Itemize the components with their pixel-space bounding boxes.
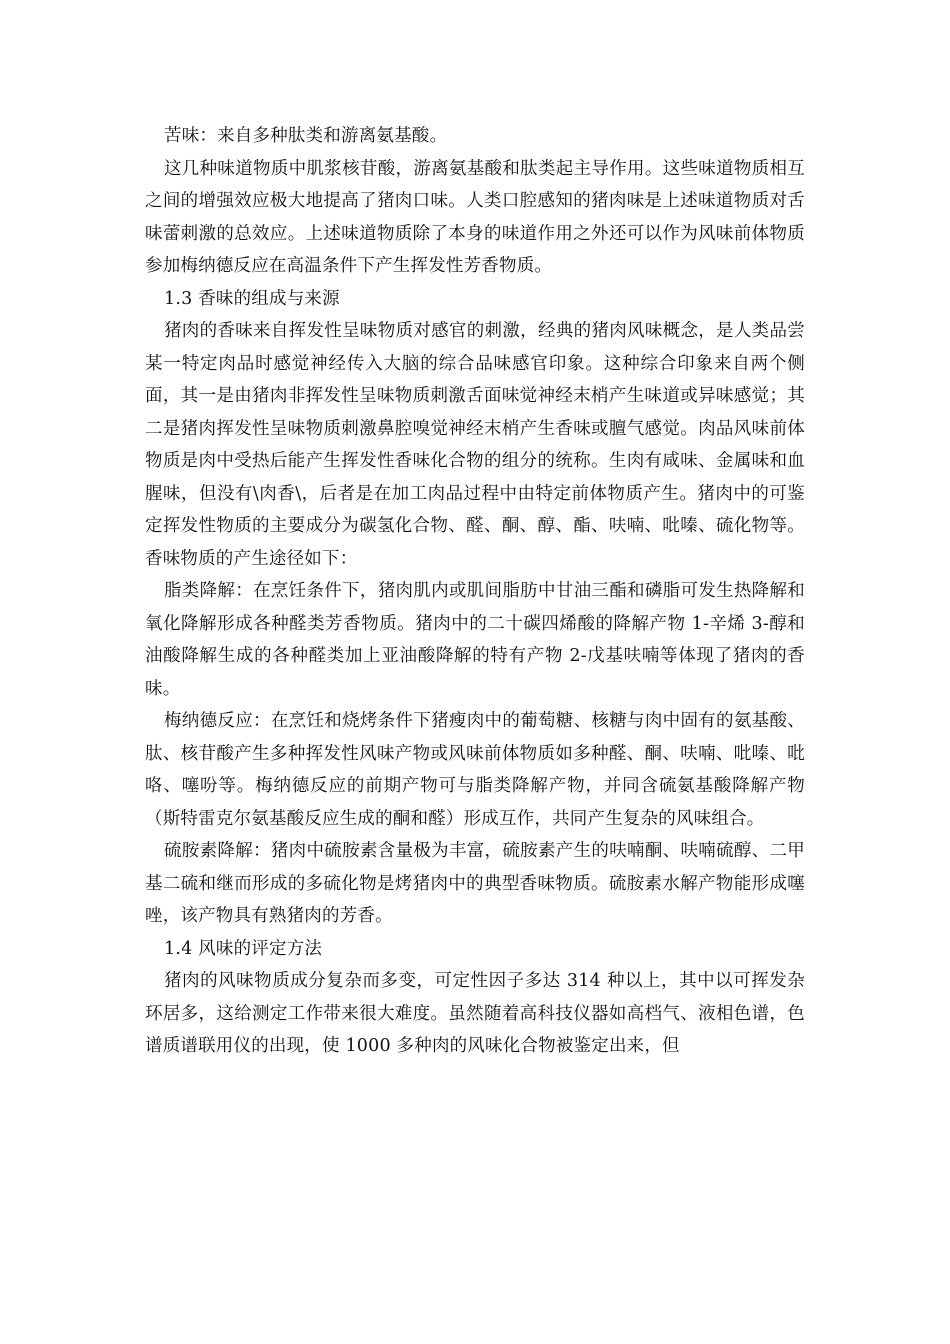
paragraph-evaluation-methods: 猪肉的风味物质成分复杂而多变，可定性因子多达 314 种以上，其中以可挥发杂环居多，这给测定工作带来很大难度。虽然随着高科技仪器如高档气、液相色谱，色谱质谱联用仪的出现，使 1000 多种肉的风味化合物被鉴定出来，但: [145, 971, 805, 1056]
section-heading-1-3: 1.3 香味的组成与来源: [164, 288, 340, 309]
paragraph-aroma-origin: 猪肉的香味来自挥发性呈味物质对感官的刺激，经典的猪肉风味概念，是人类品尝某一特定肉品时感觉神经传入大脑的综合品味感官印象。这种综合印象来自两个侧面，其一是由猪肉非挥发性呈味物质刺激舌面味觉神经末梢产生味道或异味感觉；其二是猪肉挥发性呈味物质刺激鼻腔嗅觉神经末梢产生香味或膻气感觉。肉品风味前体物质是肉中受热后能产生挥发性香味化合物的组分的统称。生肉有咸味、金属味和血腥味，但没有\肉香\，后者是在加工肉品过程中由特定前体物质产生。猪肉中的可鉴定挥发性物质的主要成分为碳氢化合物、醛、酮、醇、酯、呋喃、吡嗪、硫化物等。香味物质的产生途径如下：: [145, 321, 805, 569]
paragraph-maillard-reaction: 梅纳德反应：在烹饪和烧烤条件下猪瘦肉中的葡萄糖、核糖与肉中固有的氨基酸、肽、核苷酸产生多种挥发性风味产物或风味前体物质如多种醛、酮、呋喃、吡嗪、吡咯、噻吩等。梅纳德反应的前期产物可与脂类降解产物，并同含硫氨基酸降解产物（斯特雷克尔氨基酸反应生成的酮和醛）形成互作，共同产生复杂的风味组合。: [145, 711, 805, 829]
paragraph-bitter-taste: 苦味：来自多种肽类和游离氨基酸。: [164, 126, 448, 146]
paragraph-lipid-degradation: 脂类降解：在烹饪条件下，猪肉肌内或肌间脂肪中甘油三酯和磷脂可发生热降解和氧化降解形成各种醛类芳香物质。猪肉中的二十碳四烯酸的降解产物 1-辛烯 3-醇和油酸降解生成的各种醛类加上亚油酸降解的特有产物 2-戊基呋喃等体现了猪肉的香味。: [145, 581, 805, 699]
section-heading-1-4: 1.4 风味的评定方法: [164, 938, 323, 959]
paragraph-thiamine-degradation: 硫胺素降解：猪肉中硫胺素含量极为丰富，硫胺素产生的呋喃酮、呋喃硫醇、二甲基二硫和继而形成的多硫化物是烤猪肉中的典型香味物质。硫胺素水解产物能形成噻唑，该产物具有熟猪肉的芳香。: [145, 841, 805, 926]
document-body: [145, 120, 805, 1063]
paragraph-taste-substances: 这几种味道物质中肌浆核苷酸，游离氨基酸和肽类起主导作用。这些味道物质相互之间的增强效应极大地提高了猪肉口味。人类口腔感知的猪肉味是上述味道物质对舌味蕾刺激的总效应。上述味道物质除了本身的味道作用之外还可以作为风味前体物质参加梅纳德反应在高温条件下产生挥发性芳香物质。: [145, 158, 805, 276]
